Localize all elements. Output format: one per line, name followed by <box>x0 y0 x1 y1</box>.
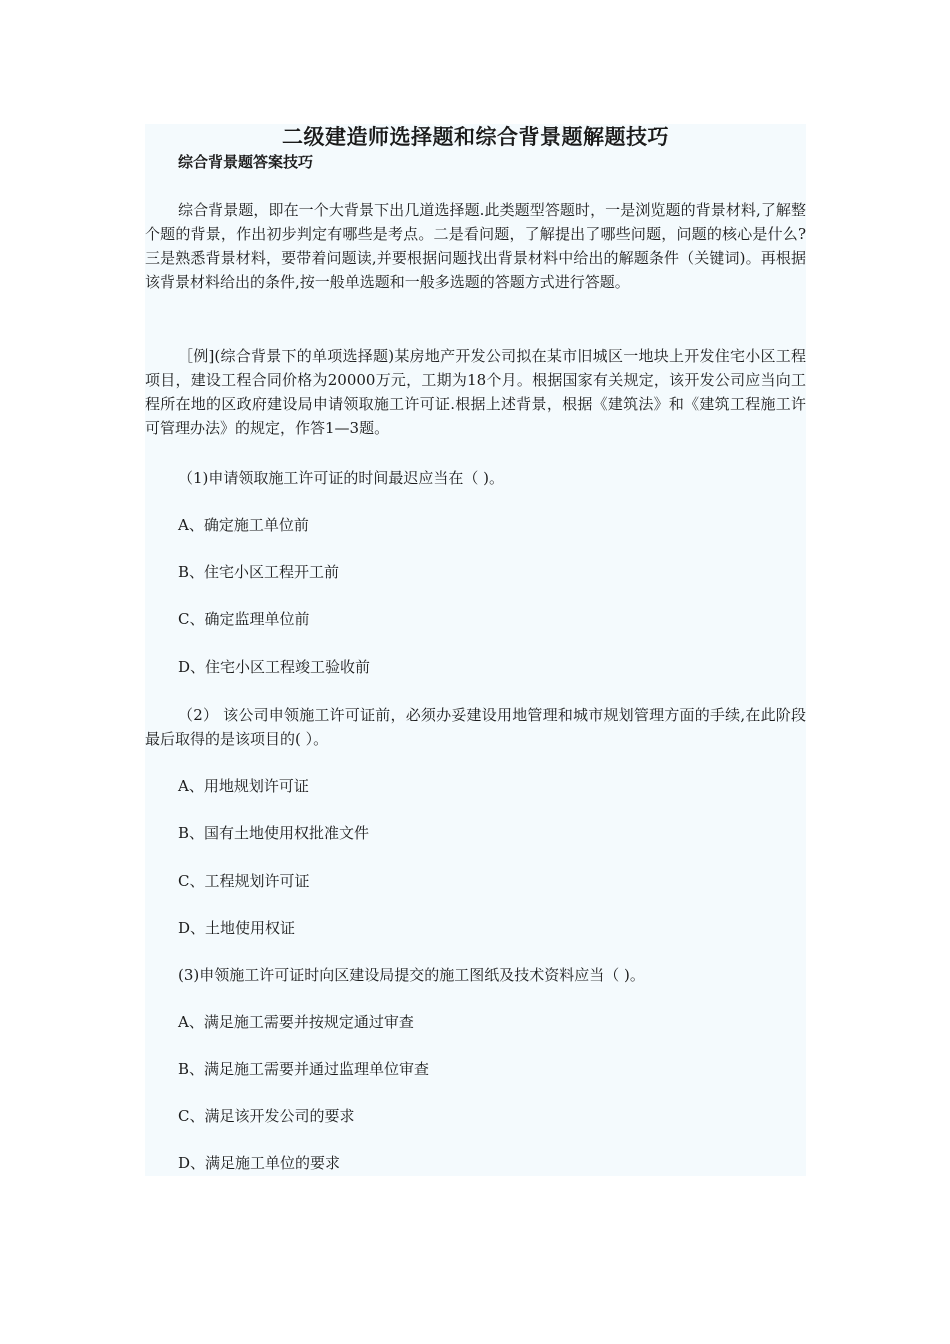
question-1-option-c: C、确定监理单位前 <box>178 610 310 628</box>
question-2-option-c: C、工程规划许可证 <box>178 872 310 890</box>
question-2-option-d: D、土地使用权证 <box>178 919 296 937</box>
question-3-option-a: A、满足施工需要并按规定通过审查 <box>178 1013 414 1031</box>
question-3-option-d: D、满足施工单位的要求 <box>178 1154 341 1172</box>
question-3-option-b: B、满足施工需要并通过监理单位审查 <box>178 1060 430 1078</box>
page-title: 二级建造师选择题和综合背景题解题技巧 <box>282 124 669 149</box>
question-1-option-a: A、确定施工单位前 <box>178 516 309 534</box>
question-2-option-a: A、用地规划许可证 <box>178 777 309 795</box>
intro-paragraph: 综合背景题，即在一个大背景下出几道选择题.此类题型答题时，一是浏览题的背景材料,了解整个题的背景，作出初步判定有哪些是考点。二是看问题，了解提出了哪些问题，问题的核心是什么?三是熟悉背景材料，要带着问题读,并要根据问题找出背景材料中给出的解题条件（关键词)。再根据该背景材料给出的条件,按一般单选题和一般多选题的答题方式进行答题。 <box>145 201 806 291</box>
question-2-stem: （2） 该公司申领施工许可证前，必须办妥建设用地管理和城市规划管理方面的手续,在此阶段最后取得的是该项目的( ）。 <box>145 706 806 748</box>
question-1-stem: （1)申请领取施工许可证的时间最迟应当在（ )。 <box>178 469 505 487</box>
question-2-option-b: B、国有土地使用权批准文件 <box>178 824 370 842</box>
question-3-option-c: C、满足该开发公司的要求 <box>178 1107 355 1125</box>
question-3-stem: (3)申领施工许可证时向区建设局提交的施工图纸及技术资料应当（ )。 <box>178 966 645 984</box>
question-1-option-d: D、住宅小区工程竣工验收前 <box>178 658 371 676</box>
question-1-option-b: B、住宅小区工程开工前 <box>178 563 340 581</box>
section-subtitle: 综合背景题答案技巧 <box>178 153 314 171</box>
example-paragraph: ［例](综合背景下的单项选择题)某房地产开发公司拟在某市旧城区一地块上开发住宅小区工程项目，建设工程合同价格为20000万元，工期为18个月。根据国家有关规定，该开发公司应当向工程所在地的区政府建设局申请领取施工许可证.根据上述背景，根据《建筑法》和《建筑工程施工许可管理办法》的规定，作答1—3题。 <box>145 347 806 437</box>
